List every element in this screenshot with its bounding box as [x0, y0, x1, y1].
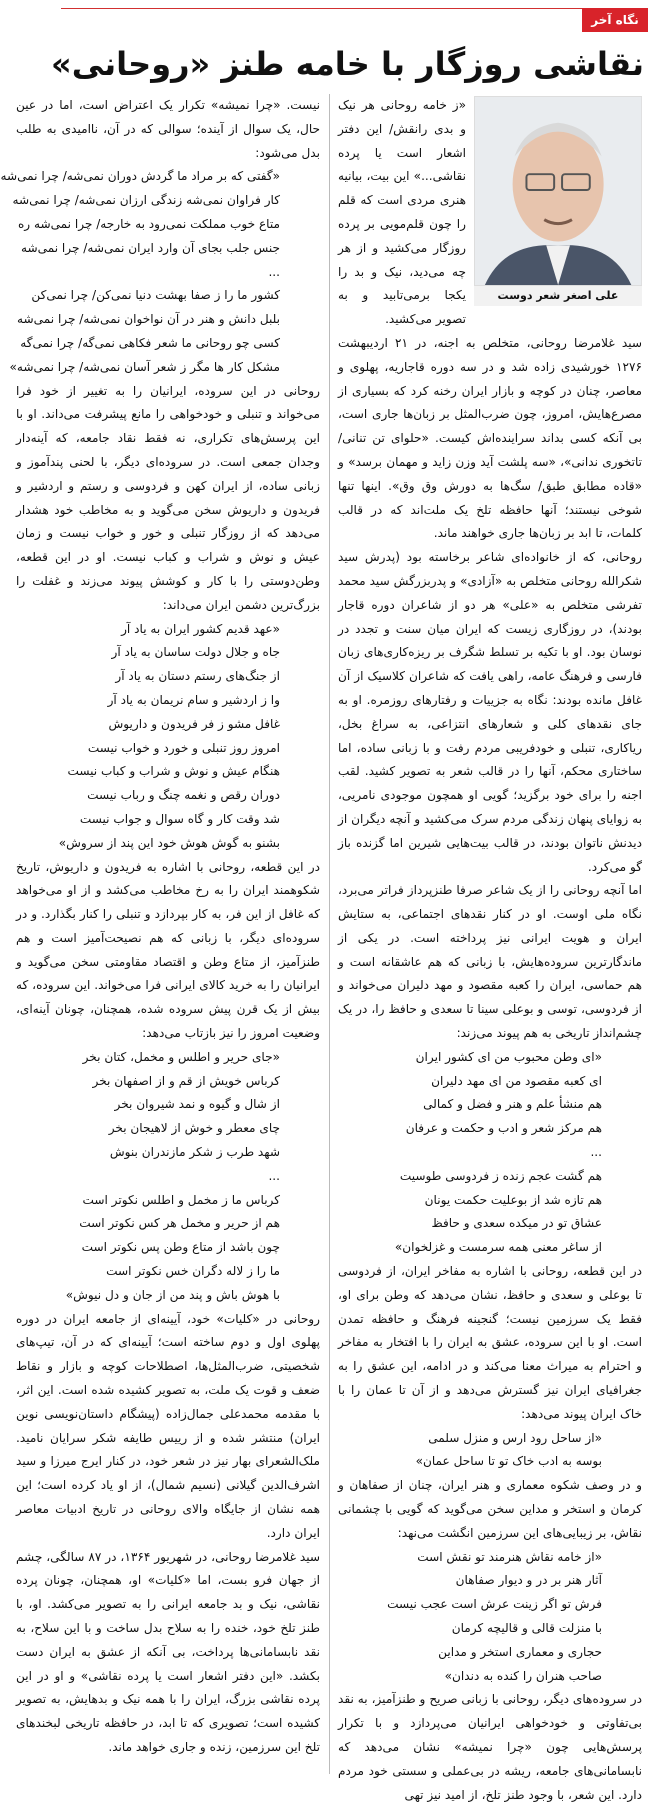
article-body [0, 94, 643, 1802]
poem-line: هم تازه شد از بوعلیت حکمت یونان [424, 1192, 602, 1207]
poem-block [16, 618, 320, 856]
poem-line: غافل مشو ز فر فریدون و داریوش [108, 716, 280, 731]
poem-line: آثار هنر بر در و دیوار صفاهان [455, 1573, 602, 1588]
paragraph: اما آنچه روحانی را از یک شاعر صرفا طنزپرداز فراتر می‌برد، نگاه ملی اوست. او در کنار نقدهای اجتماعی، به ستایش ایران و هویت ایرانی نیز پرداخته است. در یکی از ماندگارترین سروده‌هایش، با زبانی که هم عاشقانه است و هم حماسی، ایران را کعبه مقصود و مهد دلیران می‌خواند و از فردوسی، توسی و بوعلی سینا تا سعدی و حافظ را، در یک چشم‌انداز تاریخی به هم پیوند می‌زند: [338, 883, 642, 1041]
poem-line: هم از حریر و مخمل هر کس نکوتر است [79, 1216, 280, 1231]
poem-line: ... [590, 1145, 602, 1160]
poem-line: با هوش باش و پند من از جان و دل نیوش» [65, 1287, 280, 1302]
poem-line: کرباس خویش از قم و از اصفهان بخر [92, 1073, 280, 1088]
paragraph: روحانی در این سروده، ایرانیان را به تغییر از خود فرا می‌خواند و تنبلی و خودخواهی را مانع پیشرفت می‌داند. او با این پرسش‌های تکراری، نه فقط نقاد جامعه، که آینه‌دار وجدان جمعی است. در سروده‌ای دیگر، با لحنی پندآموز و زبانی ساده، از ایران کهن و فردوسی و رستم و اردشیر و فریدون و داریوش سخن می‌گوید و به مخاطب خود هشدار می‌دهد که از روزگار تنبلی و خور و خواب نیست و زمان عیش و نوش و شراب و کباب نیست. او در این قطعه، وطن‌دوستی را با کار و کوشش پیوند می‌زند و غفلت را بزرگ‌ترین دشمن ایران می‌داند: [16, 383, 320, 612]
column-left [0, 94, 321, 1774]
poem-line: دوران رقص و نغمه چنگ و رباب نیست [87, 788, 280, 803]
poem-line: جنس جلب بجای آن وارد ایران نمی‌شه/ چرا نمی‌شه [21, 240, 280, 255]
poem-line: «از خامه نقاش هنرمند تو نقش است [417, 1549, 602, 1564]
paragraph: روحانی در «کلیات» خود، آیینه‌ای از جامعه ایران در دوره پهلوی اول و دوم ساخته است؛ آیینه‌ای که در آن، تیپ‌های شخصیتی، ضرب‌المثل‌ها، اصطلاحات کوچه و بازار و نقاط ضعف و قوت یک ملت، به تصویر کشیده شده است. این اثر، با مقدمه محمدعلی جمال‌زاده (پیشگام داستان‌نویسی نوین ایران) منتشر شده و از رییس طایفه شکر سرایان نامید. ملک‌الشعرای بهار نیز در شعر خود، در کنار ایرج میرزا و سید اشرف‌الدین گیلانی (نسیم شمال)، از او یاد کرده است؛ این همه نشان از جایگاه والای روحانی در تاریخ ادبیات معاصر ایران دارد. [16, 1311, 320, 1540]
poem-line: ... [268, 1168, 280, 1183]
poem-line: از ساغر معنی همه سرمست و غزلخوان» [394, 1240, 602, 1255]
poem-line: مشکل کار ها مگر ز شعر آسان نمی‌شه/ چرا نمی‌شه» [9, 359, 280, 374]
poem-line: هم گشت عجم زنده ز فردوسی طوسیت [399, 1168, 602, 1183]
poem-line: ای کعبه مقصود من ای مهد دلیران [431, 1073, 602, 1088]
poem-line: شهد طرب ز شکر مازندران بنوش [109, 1145, 280, 1160]
poem-line: متاع خوب مملکت نمی‌رود به خارجه/ چرا نمی‌شه ره [17, 216, 280, 231]
paragraph: روحانی، که از خانواده‌ای شاعر برخاسته بود (پدرش سید شکرالله روحانی متخلص به «آزادی» و پدربزرگش سید محمد تفرشی متخلص به «علی» هر دو از شاعران دوره قاجار بودند)، در روزگاری زیست که ایران میان سنت و تجدد در نوسان بود. او با تکیه بر تسلط شگرف بر ریزه‌کاری‌های زبان فارسی و فرهنگ عامه، راهی یافت که شاعران کلاسیک از آن غافل مانده بودند: نگاه به جزییات و رفتارهای روزمره. او به جای نقدهای کلی و شعارهای انتزاعی، به سراغ بخل، ریاکاری، تنبلی و خودفریبی مردم رفت و با زبانی ساده، اما ساختاری محکم، آنها را در قالب شعر به تصویر کشید. لقب اجنه را برای خود برگزید؛ گویی او همچون موجودی نامریی، به زوایای پنهان زندگی مردم سرک می‌کشید و آنچه دیگران از دیدنش ناتوان بودند، در قالب بیت‌هایی شیرین اما گزنده باز گو می‌کرد. [338, 550, 642, 874]
section-rubric: نگاه آخر [582, 8, 648, 32]
top-rule [61, 8, 601, 9]
poem-line: بلبل دانش و هنر در آن نواخوان نمی‌شه/ چرا نمی‌شه [17, 312, 280, 327]
poem-block [16, 1046, 320, 1308]
poem-line: هم منشأ علم و هنر و فضل و کمالی [423, 1097, 602, 1112]
poem-line: هنگام عیش و نوش و شراب و کباب نیست [67, 764, 280, 779]
poem-line: کرباس ما ز مخمل و اطلس نکوتر است [82, 1192, 280, 1207]
poem-line: با منزلت قالی و قالیچه کرمان [451, 1621, 602, 1635]
article-headline: نقاشی روزگار با خامه طنز «روحانی» [51, 45, 644, 83]
paragraph: و در وصف شکوه معماری و هنر ایران، چنان از صفاهان و کرمان و استخر و مداین سخن می‌گوید که گویی با چشمانی نقاش، بر زیبایی‌های این سرزمین انگشت می‌نهد: [338, 1478, 642, 1540]
poem-block [338, 1546, 642, 1689]
poem-line: «جای حریر و اطلس و مخمل، کتان بخر [82, 1049, 280, 1064]
poem-line: ما را ز لاله دگران خس نکوتر است [106, 1264, 280, 1279]
poem-block [338, 1427, 642, 1475]
paragraph: در سروده‌های دیگر، روحانی با زبانی صریح و طنزآمیز، به نقد بی‌تفاوتی و خودخواهی ایرانیان می‌پردازد و با تکرار پرسش‌هایی چون «چرا نمیشه» نشان می‌دهد که نابسامانی‌های جامعه، ریشه در بی‌عملی و سستی خود مردم دارد. این شعر، با وجود طنز تلخ، از امید نیز تهی [338, 1692, 642, 1802]
author-photo [474, 96, 642, 306]
poem-line: از شال و گیوه و نمد شیروان بخر [114, 1097, 280, 1112]
poem-line: کار فراوان نمی‌شه زندگی ارزان نمی‌شه/ چرا نمی‌شه [12, 193, 280, 208]
poem-line: حجاری و معماری استخر و مداین [438, 1644, 602, 1659]
poem-line: «عهد قدیم کشور ایران به یاد آر [121, 621, 280, 636]
poem-line: کشور ما را ز صفا بهشت دنیا نمی‌کن/ چرا نمی‌کن [31, 288, 280, 303]
poem-line: جاه و جلال دولت ساسان به یاد آر [111, 645, 280, 660]
poem-line: هم مرکز شعر و ادب و حکمت و عرفان [405, 1121, 602, 1136]
poem-line: فرش تو اگر زینت عرش است عجب نیست [387, 1597, 602, 1612]
paragraph: سید غلامرضا روحانی، در شهریور ۱۳۶۴، در ۸۷ سالگی، چشم از جهان فرو بست، اما «کلیات» او، همچنان، چونان پرده نقاشی، نیک و بد جامعه ایرانی را به تصویر می‌کشد. او، با طنز تلخ خود، خنده را به سلاح بدل ساخت و با این سلاح، به نقد نابسامانی‌ها پرداخت، بی آنکه از عشق به ایران دست بکشد. «این دفتر اشعار است یا پرده نقاشی» و او در این پرده نقاشی بزرگ، ایران را با همه نیک و بدهایش، به تصویر کشیده است؛ تصویری که تا ابد، در حافظه تاریخی لبخندهای تلخ این سرزمین، زنده و جاری خواهد ماند. [16, 1549, 321, 1754]
author-caption: علی اصغر شعر دوست [497, 289, 619, 302]
poem-block [0, 165, 320, 379]
poem-line: «از ساحل رود ارس و منزل سلمی [428, 1430, 602, 1445]
poem-line: کسی چو روحانی ما شعر فکاهی نمی‌گه/ چرا نمی‌گه [20, 335, 280, 350]
poem-line: امروز روز تنبلی و خورد و خواب نیست [87, 740, 280, 755]
column-right [338, 94, 643, 1802]
poem-line: بوسه به ادب خاک تو تا ساحل عمان» [415, 1454, 602, 1469]
intro-paragraph: «ز خامه روحانی هر نیک و بدی رانقش/ این دفتر اشعار است یا پرده نقاشی...» این بیت، بیانیه هنری مردی است که قلم را چون قلم‌مویی بر پرده روزگار می‌کشید و از هر چه می‌دید، نیک و بد را یکجا برمی‌تابید و به تصویر می‌کشید. [338, 98, 466, 327]
poem-line: «گفتی که بر مراد ما گردش دوران نمی‌شه/ چرا نمی‌شه [0, 169, 280, 184]
poem-line: ... [268, 264, 280, 279]
poem-block [338, 1046, 642, 1260]
poem-line: چون باشد از متاع وطن پس نکوتر است [81, 1240, 280, 1255]
poem-line: از جنگ‌های رستم دستان به یاد آر [115, 669, 280, 684]
poem-line: عشاق تو در میکده سعدی و حافظ [431, 1216, 602, 1231]
paragraph: در این قطعه، روحانی با اشاره به فریدون و داریوش، تاریخ شکوهمند ایران را به رخ مخاطب می‌کشد و از او می‌خواهد که غافل از این فر، به کار بپردازد و تنبلی را کنار بگذارد. و در سروده‌ای دیگر، با زبانی که هم نصیحت‌آمیز است و هم طنزآمیز، از متاع وطن و اقتصاد مقاومتی سخن می‌گوید و ایرانیان را به خرید کالای ایرانی فرا می‌خواند. این سروده، که بیش از یک قرن پیش سروده شده، همچنان، چونان آینه‌ای، وضعیت امروز را نیز بازتاب می‌دهد: [16, 859, 320, 1041]
poem-line: صاحب هنران را کنده به دندان» [444, 1668, 602, 1683]
author-portrait-image [474, 96, 642, 286]
paragraph: سید غلامرضا روحانی، متخلص به اجنه، در ۲۱ اردیبهشت ۱۲۷۶ خورشیدی زاده شد و در سه دوره قاجاریه، پهلوی و معاصر، چنان در کوچه و بازار ایران رخنه کرد که بسیاری از مصرع‌هایش، امروز، چون ضرب‌المثل بر زبان‌ها جاری است، بی آنکه کسی بداند سراینده‌اش کیست. «حلوای تن تنانی/ تاتخوری ندانی»، «سه پلشت آید وزن زاید و مهمان برسد» و «قاده مطابق طبق/ سگ‌ها به دورش وق وق». اینها تنها شوخی نیستند؛ آنها حافظه تلخ یک ملت‌اند که در قالب کلمات، تا ابد بر زبان‌ها جاری خواهند ماند. [338, 335, 643, 541]
poem-line: شد وقت کار و گاه سوال و جواب نیست [79, 811, 280, 826]
poem-line: وا ز اردشیر و سام نریمان به یاد آر [107, 692, 280, 707]
paragraph: نیست. «چرا نمیشه» تکرار یک اعتراض است، اما در عین حال، یک سوال از آینده؛ سوالی که در آن، ناامیدی به طلب بدل می‌شود: [16, 98, 320, 160]
poem-line: بشنو به گوش هوش خود این پند از سروش» [58, 835, 280, 850]
column-divider [329, 94, 330, 1774]
poem-line: چای معطر و خوش از لاهیجان بخر [108, 1121, 280, 1136]
paragraph: در این قطعه، روحانی با اشاره به مفاخر ایران، از فردوسی تا بوعلی و سعدی و حافظ، نشان می‌دهد که وطن برای او، فقط یک سرزمین نیست؛ گنجینه فرهنگ و حافظه تمدن است. او با این سروده، عشق به ایران را با افتخار به مفاخر و احترام به میراث معنا می‌کند و در ادامه، این عشق را به جغرافیای ایران نیز گسترش می‌دهد و از آن تا عمان را با خاک ایران پیوند می‌دهد: [338, 1264, 642, 1421]
poem-line: «ای وطن محبوب من ای کشور ایران [415, 1049, 602, 1064]
